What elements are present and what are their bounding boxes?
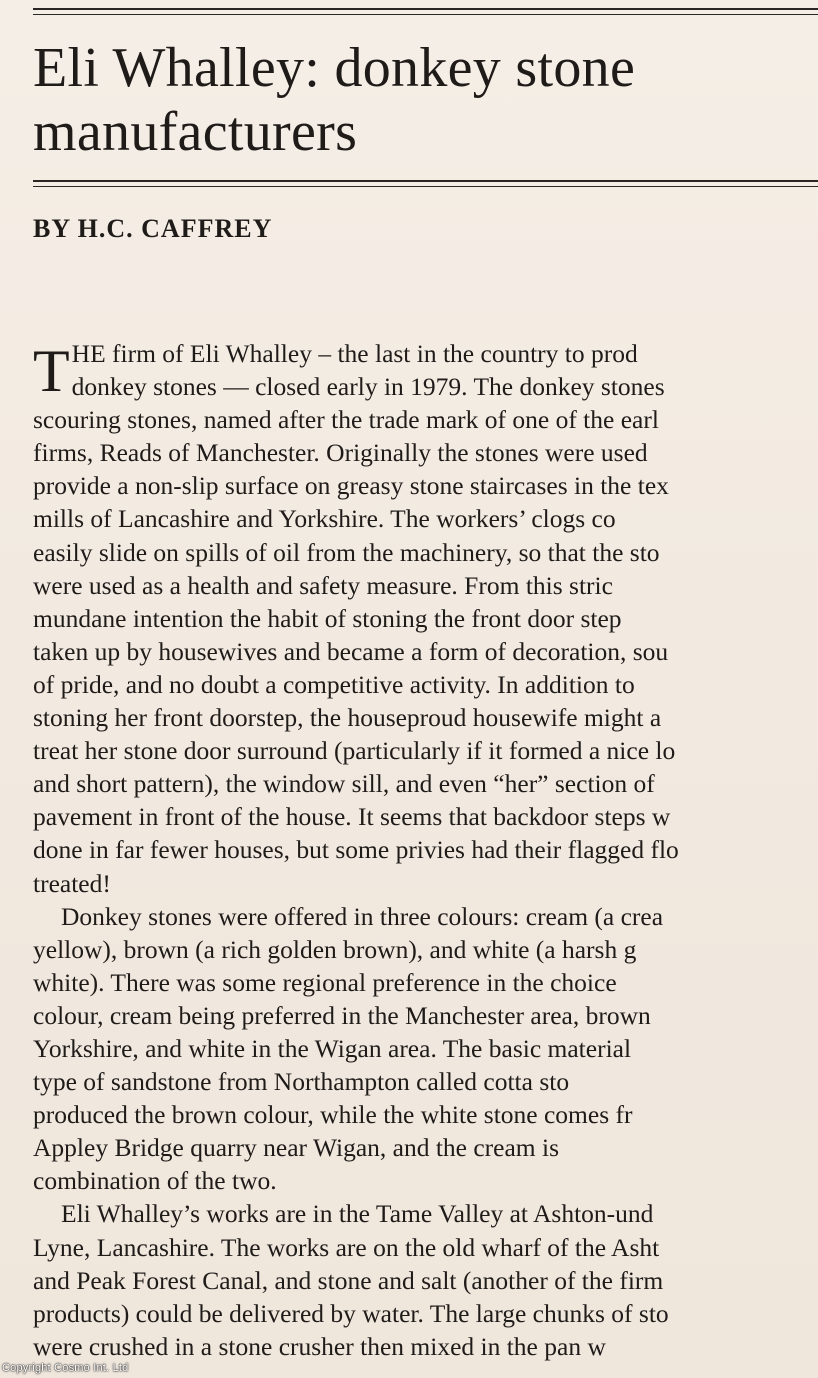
copyright-watermark: Copyright Cosmo Int. Ltd: [2, 1362, 129, 1374]
title-rule-thick: [33, 180, 818, 182]
article-title: [33, 36, 818, 164]
paragraph: [33, 337, 818, 900]
text-line: combination of the two.: [33, 1166, 277, 1196]
text-line: done in far fewer houses, but some privies had their flagged flo: [33, 835, 679, 865]
text-line: taken up by housewives and became a form of decoration, sou: [33, 636, 669, 666]
drop-cap: T: [33, 338, 70, 404]
text-line: pavement in front of the house. It seems that backdoor steps w: [33, 802, 671, 832]
text-line: stoning her front doorstep, the houseproud housewife might a: [33, 703, 662, 733]
text-line: Yorkshire, and white in the Wigan area. The basic material: [33, 1033, 632, 1063]
byline: BY H.C. CAFFREY: [33, 214, 273, 243]
text-line: easily slide on spills of oil from the machinery, so that the sto: [33, 537, 660, 567]
text-line: products) could be delivered by water. The large chunks of sto: [33, 1298, 669, 1328]
paragraph: [33, 900, 818, 1198]
text-line: of pride, and no doubt a competitive activity. In addition to: [33, 669, 635, 699]
text-line: firms, Reads of Manchester. Originally the stones were used: [33, 438, 648, 468]
text-line: treat her stone door surround (particularly if it formed a nice lo: [33, 736, 676, 766]
text-line: mundane intention the habit of stoning the front door step: [33, 603, 622, 633]
text-line: colour, cream being preferred in the Manchester area, brown: [33, 1000, 651, 1030]
text-line: donkey stones — closed early in 1979. The donkey stones: [71, 372, 665, 402]
paragraph: [33, 1197, 818, 1362]
text-line: produced the brown colour, while the white stone comes fr: [33, 1100, 633, 1130]
text-line: mills of Lancashire and Yorkshire. The workers’ clogs co: [33, 504, 616, 534]
text-line: provide a non-slip surface on greasy stone staircases in the tex: [33, 471, 669, 501]
text-line: and short pattern), the window sill, and even “her” section of: [33, 769, 655, 799]
text-line: treated!: [33, 868, 111, 898]
text-line: Eli Whalley’s works are in the Tame Valley at Ashton-und: [61, 1199, 654, 1229]
title-line-1: Eli Whalley: donkey stone: [33, 37, 636, 99]
text-line: HE firm of Eli Whalley – the last in the country to prod: [71, 339, 638, 368]
text-line: Donkey stones were offered in three colours: cream (a crea: [61, 901, 664, 931]
title-line-2: manufacturers: [33, 101, 358, 163]
text-line: Lyne, Lancashire. The works are on the old wharf of the Asht: [33, 1232, 660, 1262]
top-rule-thin: [33, 14, 818, 15]
text-line: white). There was some regional preference in the choice: [33, 967, 617, 997]
text-line: were used as a health and safety measure. From this stric: [33, 570, 613, 600]
article-body: [33, 337, 818, 1363]
title-rule-thin: [33, 186, 818, 187]
text-line: scouring stones, named after the trade mark of one of the earl: [33, 405, 659, 435]
top-rule-thick: [33, 8, 818, 10]
text-line: Appley Bridge quarry near Wigan, and the cream is: [33, 1133, 560, 1163]
text-line: and Peak Forest Canal, and stone and salt (another of the firm: [33, 1265, 664, 1295]
text-line: were crushed in a stone crusher then mixed in the pan w: [33, 1331, 606, 1361]
dropcap-block: [33, 337, 818, 403]
text-line: type of sandstone from Northampton called cotta sto: [33, 1067, 570, 1097]
text-line: yellow), brown (a rich golden brown), and white (a harsh g: [33, 934, 637, 964]
